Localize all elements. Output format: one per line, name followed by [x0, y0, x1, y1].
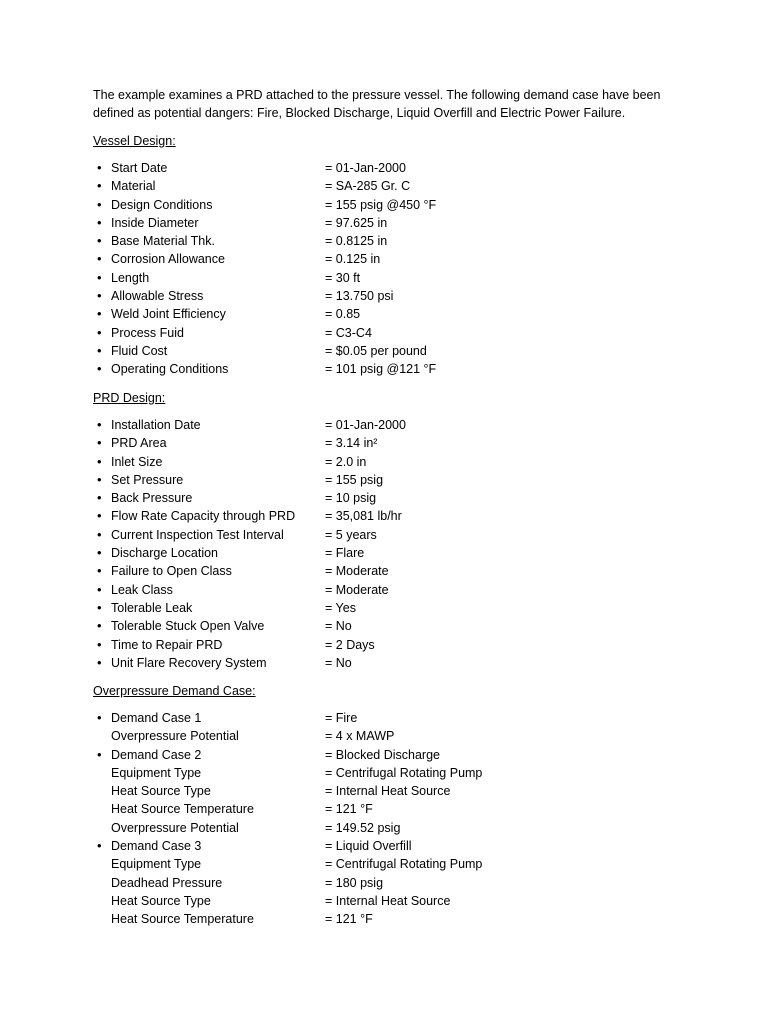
item-label: Material [111, 179, 156, 194]
overpressure-heading: Overpressure Demand Case: [93, 684, 256, 698]
item-value: = Centrifugal Rotating Pump [325, 857, 483, 872]
list-item [93, 910, 693, 928]
item-label: Inside Diameter [111, 215, 199, 230]
item-label: Demand Case 2 [111, 747, 202, 762]
item-label: Deadhead Pressure [111, 875, 223, 890]
list-item [93, 562, 693, 580]
item-value: = 13.750 psi [325, 289, 394, 304]
item-label: Current Inspection Test Interval [111, 527, 284, 542]
item-value: = Internal Heat Source [325, 893, 451, 908]
bullet-icon: • [97, 233, 102, 249]
item-label: Heat Source Temperature [111, 802, 254, 817]
overpressure-list [93, 709, 693, 929]
list-item [93, 764, 693, 782]
item-value: = 5 years [325, 527, 377, 542]
vessel-design-list [93, 159, 693, 379]
item-value: = 155 psig [325, 472, 384, 487]
item-label: Design Conditions [111, 197, 213, 212]
bullet-icon: • [97, 471, 102, 487]
item-label: Leak Class [111, 582, 173, 597]
item-label: Weld Joint Efficiency [111, 307, 226, 322]
list-item [93, 507, 693, 525]
item-value: = 30 ft [325, 270, 361, 285]
prd-design-heading: PRD Design: [93, 391, 166, 405]
list-item [93, 196, 693, 214]
item-value: = No [325, 619, 352, 634]
item-value: = 0.125 in [325, 252, 381, 267]
list-item [93, 342, 693, 360]
item-label: Heat Source Type [111, 893, 211, 908]
list-item [93, 305, 693, 323]
item-value: = 101 psig @121 °F [325, 362, 437, 377]
list-item [93, 581, 693, 599]
item-value: = Flare [325, 546, 365, 561]
item-value: = 97.625 in [325, 215, 388, 230]
list-item [93, 819, 693, 837]
bullet-icon: • [97, 269, 102, 285]
item-label: Back Pressure [111, 491, 193, 506]
list-item [93, 250, 693, 268]
item-label: Length [111, 270, 150, 285]
bullet-icon: • [97, 545, 102, 561]
item-label: Equipment Type [111, 857, 202, 872]
item-label: Base Material Thk. [111, 234, 215, 249]
list-item [93, 837, 693, 855]
item-value: = Centrifugal Rotating Pump [325, 765, 483, 780]
list-item [93, 746, 693, 764]
bullet-icon: • [97, 710, 102, 725]
list-item [93, 269, 693, 287]
item-label: Demand Case 1 [111, 711, 202, 725]
item-value: = 180 psig [325, 875, 384, 890]
list-item [93, 599, 693, 617]
bullet-icon: • [97, 196, 102, 212]
item-label: Time to Repair PRD [111, 637, 223, 652]
item-value: = 2.0 in [325, 454, 367, 469]
item-label: Failure to Open Class [111, 564, 232, 579]
item-value: = 01-Jan-2000 [325, 161, 406, 175]
item-value: = Moderate [325, 582, 389, 597]
bullet-icon: • [97, 838, 102, 854]
item-label: Overpressure Potential [111, 820, 239, 835]
item-label: Start Date [111, 161, 168, 175]
item-label: Overpressure Potential [111, 729, 239, 744]
bullet-icon: • [97, 417, 102, 432]
item-label: Unit Flare Recovery System [111, 655, 267, 670]
item-label: Inlet Size [111, 454, 163, 469]
intro-paragraph: The example examines a PRD attached to the pressure vessel. The following demand case have been defined as potential dangers: Fire, Blocked Discharge, Liquid Overfill and Electric Power Failure. [93, 88, 661, 120]
bullet-icon: • [97, 618, 102, 634]
item-label: Set Pressure [111, 472, 184, 487]
item-label: Fluid Cost [111, 343, 168, 358]
item-label: Operating Conditions [111, 362, 229, 377]
bullet-icon: • [97, 636, 102, 652]
item-value: = 149.52 psig [325, 820, 401, 835]
list-item [93, 526, 693, 544]
item-value: = 121 °F [325, 912, 373, 927]
item-label: Process Fuid [111, 325, 184, 340]
item-value: = Yes [325, 600, 356, 615]
item-label: Heat Source Type [111, 784, 211, 799]
item-value: = Internal Heat Source [325, 784, 451, 799]
prd-design-list [93, 416, 693, 672]
bullet-icon: • [97, 288, 102, 304]
bullet-icon: • [97, 160, 102, 175]
bullet-icon: • [97, 526, 102, 542]
list-item [93, 544, 693, 562]
bullet-icon: • [97, 342, 102, 358]
item-value: = 01-Jan-2000 [325, 418, 406, 432]
list-item [93, 471, 693, 489]
bullet-icon: • [97, 435, 102, 451]
bullet-icon: • [97, 361, 102, 377]
item-value: = Liquid Overfill [325, 839, 412, 854]
item-label: Tolerable Stuck Open Valve [111, 619, 265, 634]
list-item [93, 453, 693, 471]
list-item [93, 636, 693, 654]
item-value: = 2 Days [325, 637, 375, 652]
bullet-icon: • [97, 508, 102, 524]
bullet-icon: • [97, 251, 102, 267]
item-value: = C3-C4 [325, 325, 372, 340]
item-value: = Fire [325, 711, 358, 725]
item-value: = 0.85 [325, 307, 361, 322]
list-item [93, 232, 693, 250]
item-label: Demand Case 3 [111, 839, 202, 854]
item-label: Equipment Type [111, 765, 202, 780]
item-value: = 121 °F [325, 802, 373, 817]
list-item [93, 855, 693, 873]
bullet-icon: • [97, 563, 102, 579]
bullet-icon: • [97, 746, 102, 762]
item-value: = 35,081 lb/hr [325, 509, 402, 524]
bullet-icon: • [97, 324, 102, 340]
item-value: = 10 psig [325, 491, 377, 506]
list-item [93, 434, 693, 452]
list-item [93, 800, 693, 818]
list-item [93, 416, 693, 434]
item-label: Heat Source Temperature [111, 912, 254, 927]
bullet-icon: • [97, 654, 102, 670]
item-label: Flow Rate Capacity through PRD [111, 509, 296, 524]
bullet-icon: • [97, 599, 102, 615]
list-item [93, 214, 693, 232]
list-item [93, 892, 693, 910]
list-item [93, 360, 693, 378]
item-label: Tolerable Leak [111, 600, 193, 615]
item-value: = Blocked Discharge [325, 747, 440, 762]
bullet-icon: • [97, 178, 102, 194]
list-item [93, 782, 693, 800]
item-value: = No [325, 655, 352, 670]
list-item [93, 287, 693, 305]
list-item [93, 727, 693, 745]
item-label: Discharge Location [111, 546, 219, 561]
list-item [93, 159, 693, 177]
item-label: PRD Area [111, 436, 167, 451]
list-item [93, 874, 693, 892]
bullet-icon: • [97, 306, 102, 322]
list-item [93, 324, 693, 342]
item-label: Allowable Stress [111, 289, 204, 304]
item-value: = 155 psig @450 °F [325, 197, 437, 212]
item-label: Corrosion Allowance [111, 252, 225, 267]
item-value: = Moderate [325, 564, 389, 579]
item-value: = 4 x MAWP [325, 729, 395, 744]
vessel-design-heading: Vessel Design: [93, 134, 176, 148]
item-value: = 3.14 in² [325, 436, 378, 451]
item-value: = 0.8125 in [325, 234, 388, 249]
list-item [93, 617, 693, 635]
bullet-icon: • [97, 214, 102, 230]
list-item [93, 489, 693, 507]
item-value: = $0.05 per pound [325, 343, 427, 358]
list-item [93, 709, 693, 727]
bullet-icon: • [97, 490, 102, 506]
list-item [93, 654, 693, 672]
item-value: = SA-285 Gr. C [325, 179, 411, 194]
item-label: Installation Date [111, 418, 201, 432]
bullet-icon: • [97, 581, 102, 597]
list-item [93, 177, 693, 195]
bullet-icon: • [97, 453, 102, 469]
